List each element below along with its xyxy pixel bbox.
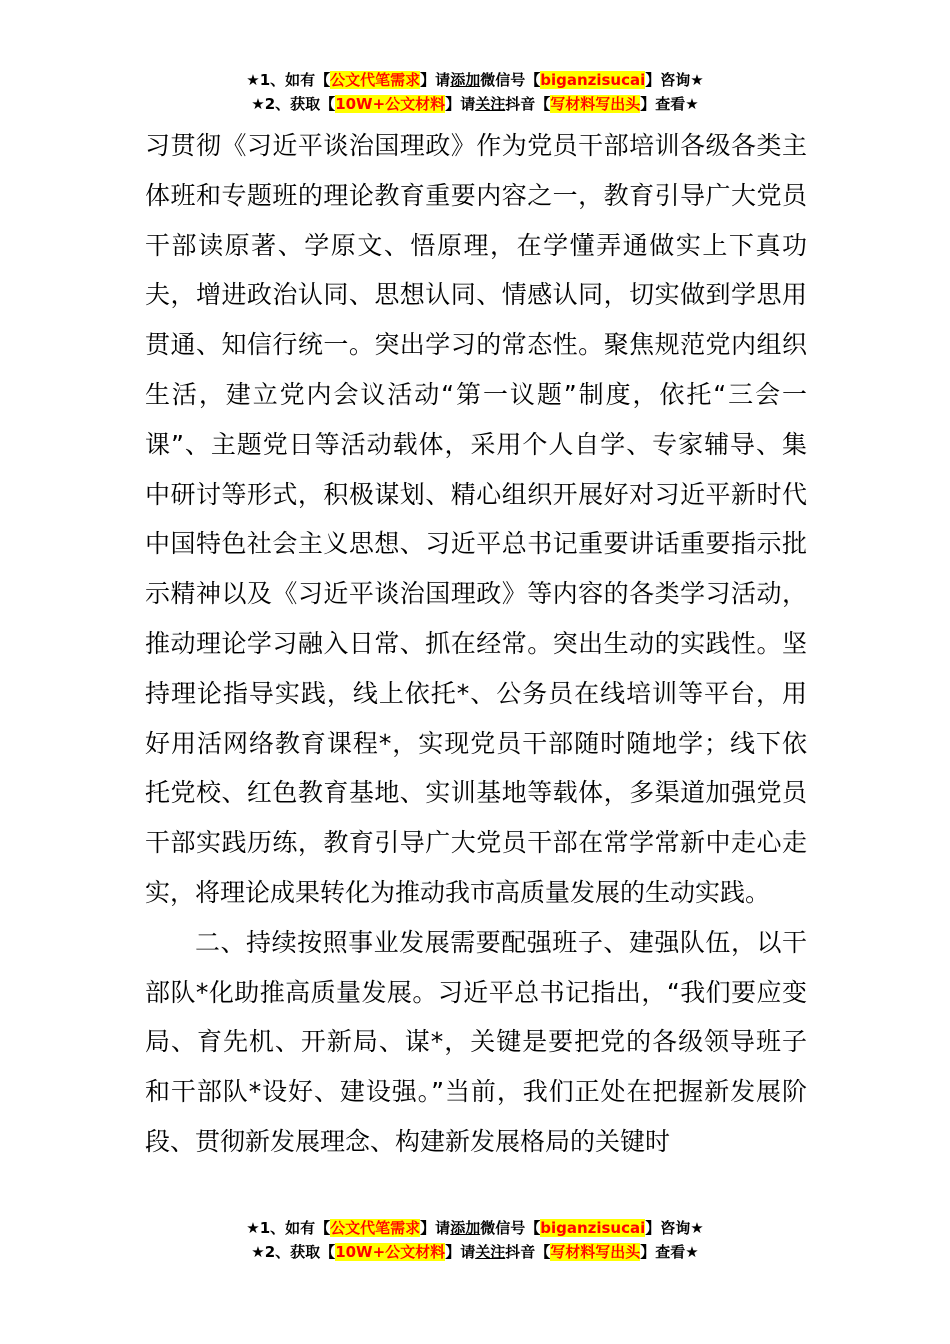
banner-text: 微信号【 xyxy=(480,1219,541,1237)
header-banner xyxy=(0,68,950,116)
banner-highlight: 公文代笔需求 xyxy=(330,1219,421,1237)
banner-text: ★1、如有【 xyxy=(246,1219,331,1237)
banner-underlined-text: 关注 xyxy=(475,1243,506,1261)
footer-banner-line-2 xyxy=(0,1240,950,1264)
footer-banner-line-1 xyxy=(0,1216,950,1240)
body-paragraph-1: 习贯彻《习近平谈治国理政》作为党员干部培训各级各类主体班和专题班的理论教育重要内容之一，教育引导广大党员干部读原著、学原文、悟原理，在学懂弄通做实上下真功夫，增进政治认同、思想认同、情感认同，切实做到学思用贯通、知信行统一。突出学习的常态性。聚焦规范党内组织生活，建立党内会议活动“第一议题”制度，依托“三会一课”、主题党日等活动载体，采用个人自学、专家辅导、集中研讨等形式，积极谋划、精心组织开展好对习近平新时代中国特色社会主义思想、习近平总书记重要讲话重要指示批示精神以及《习近平谈治国理政》等内容的各类学习活动，推动理论学习融入日常、抓在经常。突出生动的实践性。坚持理论指导实践，线上依托*、公务员在线培训等平台，用好用活网络教育课程*，实现党员干部随时随地学；线下依托党校、红色教育基地、实训基地等载体，多渠道加强党员干部实践历练，教育引导广大党员干部在常学常新中走心走实，将理论成果转化为推动我市高质量发展的生动实践。 xyxy=(145,131,807,907)
banner-highlight: 写材料写出头 xyxy=(550,1243,641,1261)
banner-text: 】咨询★ xyxy=(645,1219,704,1237)
banner-highlight: 10W+公文材料 xyxy=(335,95,446,113)
banner-text: 】请 xyxy=(445,1243,476,1261)
banner-text: 】请 xyxy=(420,71,451,89)
banner-text: ★2、获取【 xyxy=(251,95,336,113)
banner-text: ★2、获取【 xyxy=(251,1243,336,1261)
banner-text: 抖音【 xyxy=(505,1243,551,1261)
banner-text: 抖音【 xyxy=(505,95,551,113)
banner-text: 】咨询★ xyxy=(645,71,704,89)
header-banner-line-2 xyxy=(0,92,950,116)
banner-highlight: biganzisucai xyxy=(540,1219,646,1237)
banner-text: 】查看★ xyxy=(640,1243,699,1261)
banner-underlined-text: 添加 xyxy=(450,1219,481,1237)
banner-underlined-text: 添加 xyxy=(450,71,481,89)
banner-highlight: biganzisucai xyxy=(540,71,646,89)
header-banner-line-1 xyxy=(0,68,950,92)
banner-underlined-text: 关注 xyxy=(475,95,506,113)
banner-text: ★1、如有【 xyxy=(246,71,331,89)
banner-highlight: 写材料写出头 xyxy=(550,95,641,113)
banner-text: 】查看★ xyxy=(640,95,699,113)
banner-text: 】请 xyxy=(420,1219,451,1237)
document-body xyxy=(145,121,807,1167)
footer-banner xyxy=(0,1216,950,1264)
banner-text: 】请 xyxy=(445,95,476,113)
body-paragraph-2: 二、持续按照事业发展需要配强班子、建强队伍，以干部队*化助推高质量发展。习近平总书记指出，“我们要应变局、育先机、开新局、谋*，关键是要把党的各级领导班子和干部队*设好、建设强。”当前，我们正处在把握新发展阶段、贯彻新发展理念、构建新发展格局的关键时 xyxy=(145,927,807,1156)
banner-highlight: 10W+公文材料 xyxy=(335,1243,446,1261)
banner-highlight: 公文代笔需求 xyxy=(330,71,421,89)
banner-text: 微信号【 xyxy=(480,71,541,89)
